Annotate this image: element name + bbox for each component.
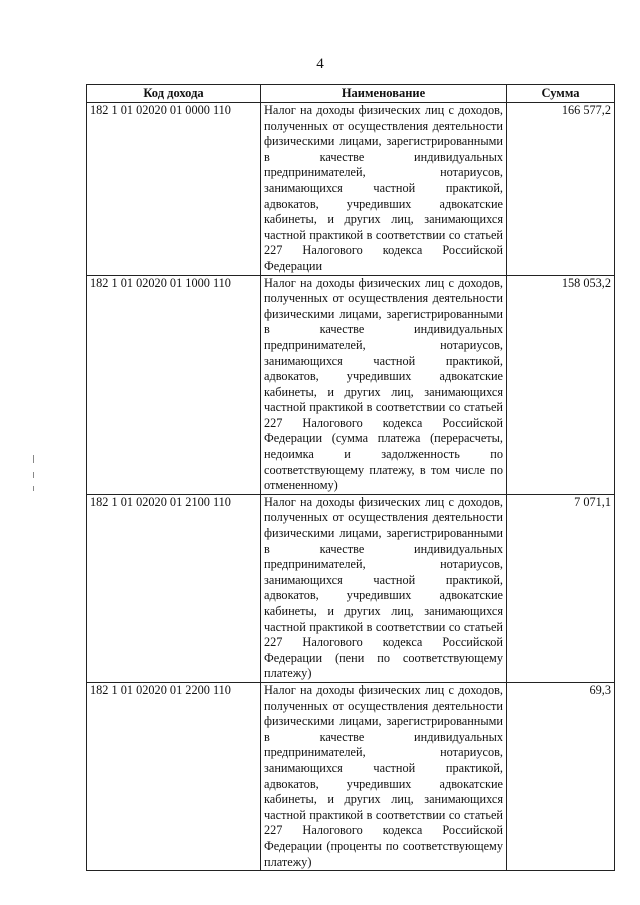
- table-row: [87, 494, 615, 682]
- scan-margin-mark: [33, 472, 34, 478]
- income-name-cell: Налог на доходы физических лиц с доходов, полученных от осуществления деятельности физическими лицами, зарегистрированными в качестве индивидуальных предпринимателей, нотариусов, занимающихся частной практикой, адвокатов, учредивших адвокатские кабинеты, и других лиц, занимающихся частной практикой в соответствии со статьей 227 Налогового кодекса Российской Федерации: [261, 103, 507, 276]
- income-code-cell: 182 1 01 02020 01 2200 110: [87, 682, 261, 870]
- income-name-cell: Налог на доходы физических лиц с доходов, полученных от осуществления деятельности физическими лицами, зарегистрированными в качестве индивидуальных предпринимателей, нотариусов, занимающихся частной практикой, адвокатов, учредивших адвокатские кабинеты, и других лиц, занимающихся частной практикой в соответствии со статьей 227 Налогового кодекса Российской Федерации (сумма платежа (перерасчеты, недоимка и задолженность по соответствующему платежу, в том числе по отмененному): [261, 275, 507, 494]
- income-sum-cell: 158 053,2: [507, 275, 615, 494]
- header-name: Наименование: [261, 85, 507, 103]
- income-name-cell: Налог на доходы физических лиц с доходов, полученных от осуществления деятельности физическими лицами, зарегистрированными в качестве индивидуальных предпринимателей, нотариусов, занимающихся частной практикой, адвокатов, учредивших адвокатские кабинеты, и других лиц, занимающихся частной практикой в соответствии со статьей 227 Налогового кодекса Российской Федерации (проценты по соответствующему платежу): [261, 682, 507, 870]
- revenue-table: [86, 84, 615, 871]
- income-code-cell: 182 1 01 02020 01 1000 110: [87, 275, 261, 494]
- header-sum: Сумма: [507, 85, 615, 103]
- page-number: 4: [316, 56, 324, 72]
- table-header-row: [87, 85, 615, 103]
- income-sum-cell: 166 577,2: [507, 103, 615, 276]
- income-sum-cell: 69,3: [507, 682, 615, 870]
- income-name-cell: Налог на доходы физических лиц с доходов, полученных от осуществления деятельности физическими лицами, зарегистрированными в качестве индивидуальных предпринимателей, нотариусов, занимающихся частной практикой, адвокатов, учредивших адвокатские кабинеты, и других лиц, занимающихся частной практикой в соответствии со статьей 227 Налогового кодекса Российской Федерации (пени по соответствующему платежу): [261, 494, 507, 682]
- income-code-cell: 182 1 01 02020 01 2100 110: [87, 494, 261, 682]
- income-sum-cell: 7 071,1: [507, 494, 615, 682]
- table-row: [87, 682, 615, 870]
- income-code-cell: 182 1 01 02020 01 0000 110: [87, 103, 261, 276]
- header-code: Код дохода: [87, 85, 261, 103]
- table-row: [87, 103, 615, 276]
- scan-margin-mark: [33, 455, 34, 463]
- table-row: [87, 275, 615, 494]
- scan-margin-mark: [33, 486, 34, 491]
